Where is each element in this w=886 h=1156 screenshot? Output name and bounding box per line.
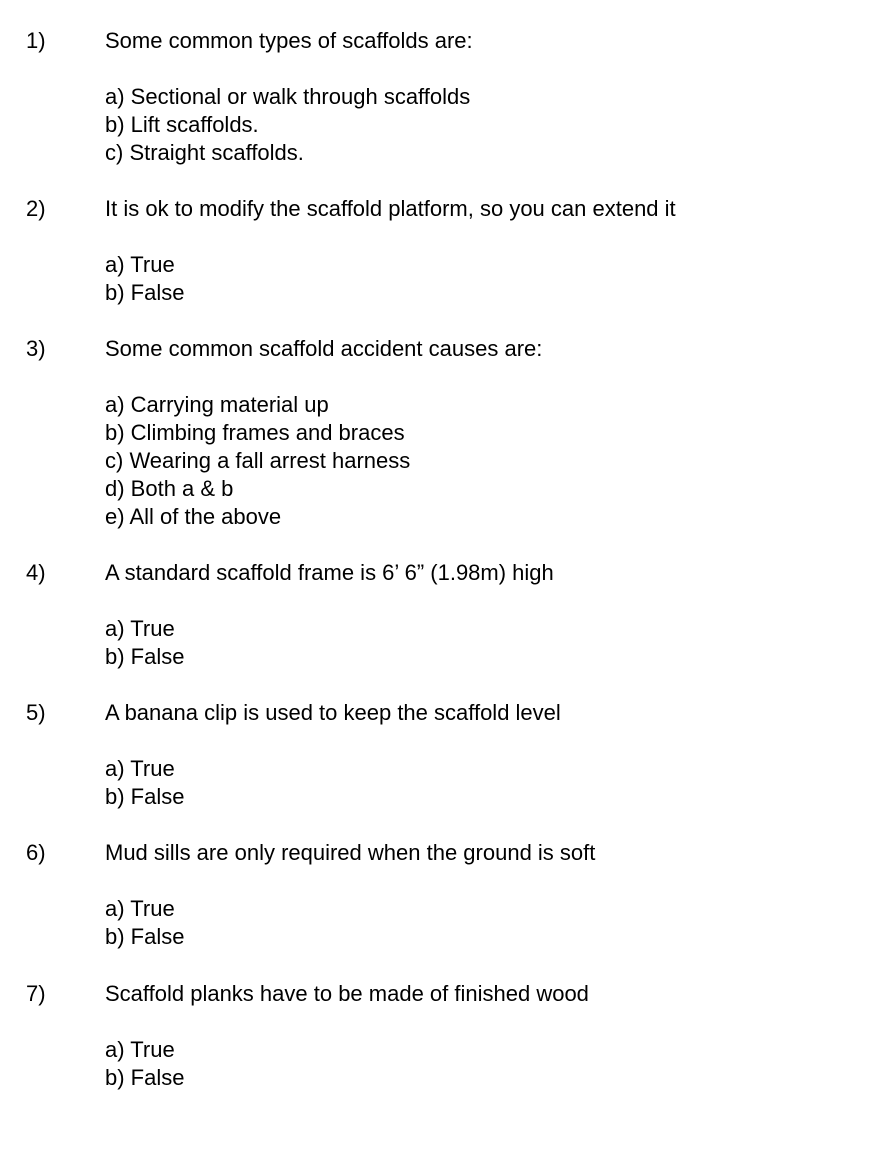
question-text: Some common scaffold accident causes are: — [105, 336, 543, 361]
answer-option: e) All of the above — [105, 504, 282, 529]
answer-option: d) Both a & b — [105, 476, 234, 501]
question-number: 6) — [26, 840, 46, 865]
answer-options — [105, 251, 184, 307]
answer-options — [105, 391, 410, 531]
answer-option: b) Lift scaffolds. — [105, 112, 259, 137]
answer-option: a) True — [105, 1037, 175, 1062]
question-number: 7) — [26, 981, 46, 1006]
question-number: 2) — [26, 196, 46, 221]
answer-options — [105, 895, 184, 951]
answer-option: c) Straight scaffolds. — [105, 140, 304, 165]
answer-option: b) False — [105, 1065, 185, 1090]
answer-option: a) True — [105, 896, 175, 921]
question-text: It is ok to modify the scaffold platform, so you can extend it — [105, 196, 676, 221]
answer-option: a) True — [105, 616, 175, 641]
answer-option: a) True — [105, 756, 175, 781]
answer-options — [105, 755, 184, 811]
answer-option: b) False — [105, 280, 185, 305]
answer-options — [105, 83, 470, 167]
question-text: A banana clip is used to keep the scaffold level — [105, 700, 561, 725]
question-number: 5) — [26, 700, 46, 725]
answer-option: b) False — [105, 784, 185, 809]
answer-option: a) Carrying material up — [105, 392, 329, 417]
answer-options — [105, 1036, 184, 1092]
question-text: A standard scaffold frame is 6’ 6” (1.98m) high — [105, 560, 554, 585]
question-text: Mud sills are only required when the ground is soft — [105, 840, 596, 865]
question-text: Some common types of scaffolds are: — [105, 28, 473, 53]
answer-option: b) False — [105, 644, 185, 669]
answer-option: b) False — [105, 924, 185, 949]
answer-options — [105, 615, 184, 671]
answer-option: c) Wearing a fall arrest harness — [105, 448, 411, 473]
question-text: Scaffold planks have to be made of finished wood — [105, 981, 589, 1006]
question-number: 1) — [26, 28, 46, 53]
question-number: 3) — [26, 336, 46, 361]
answer-option: a) True — [105, 252, 175, 277]
answer-option: b) Climbing frames and braces — [105, 420, 405, 445]
answer-option: a) Sectional or walk through scaffolds — [105, 84, 471, 109]
question-number: 4) — [26, 560, 46, 585]
